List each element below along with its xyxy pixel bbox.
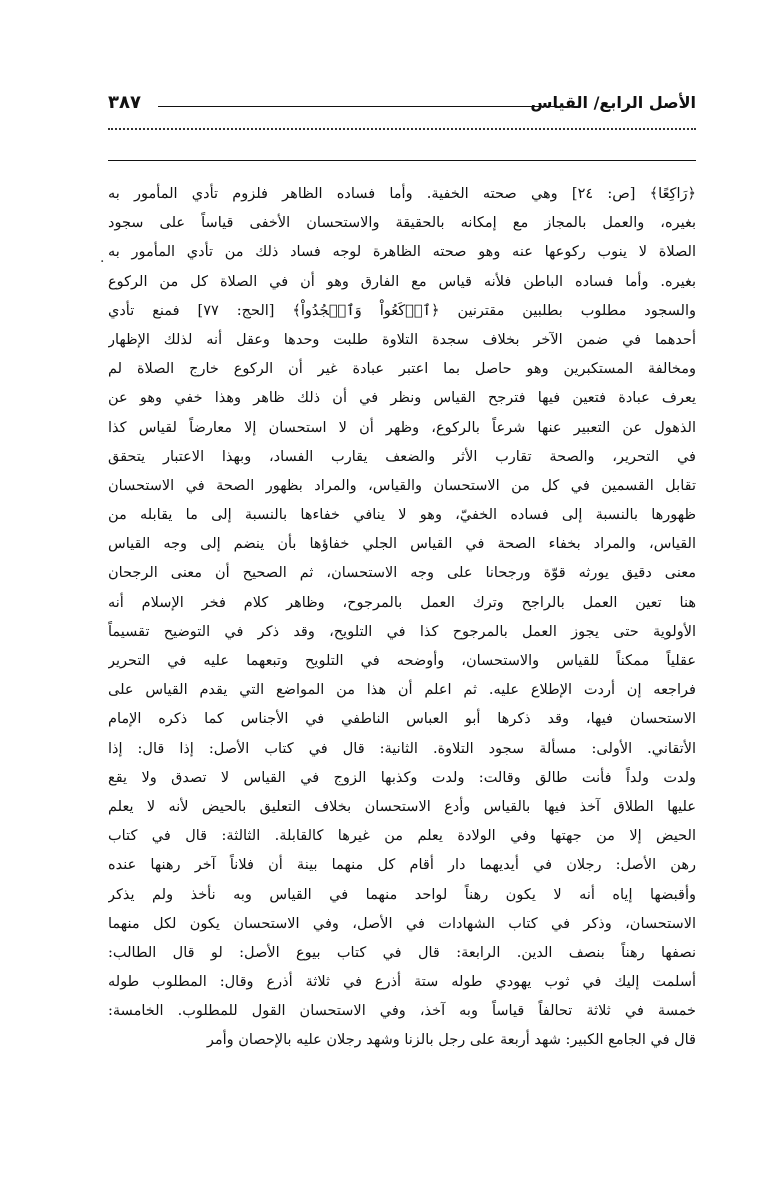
running-title: الأصل الرابع/ القياس — [530, 93, 696, 112]
text-line: قال في الجامع الكبير: شهد أربعة على رجل بالزنا وشهد رجلان عليه بالإحصان وأمر — [206, 1032, 696, 1049]
margin-mark: · — [100, 254, 105, 270]
body-text — [108, 180, 696, 1056]
page-number: ٣٨٧ — [108, 92, 141, 113]
text-line: بغيره، والعمل بالمجاز مع إمكانه بالحقيقة والاستحسان الأخفى قياساً على سجود — [108, 215, 696, 232]
text-line: أحدهما في ضمن الآخر بخلاف سجدة التلاوة طلبت وحدها وعقل أنه لذلك الإظهار — [108, 331, 696, 348]
dotted-separator — [108, 128, 696, 136]
text-line: الأولوية حتى يجوز العمل بالمرجوح كذا في التلويح، وقد ذكر في التوضيح تقسيماً — [108, 623, 696, 640]
text-line: هنا تعين العمل بالراجح وترك العمل بالمرجوح، وظاهر كلام فخر الإسلام أنه — [108, 594, 696, 611]
page-header — [108, 90, 696, 120]
text-line: وأقبضها إياه أنه لا يكون رهناً لواحد منهما في القياس وبه نأخذ ولم يذكر — [108, 886, 696, 903]
text-line: ومخالفة المستكبرين وهو حاصل بما اعتبر عبادة غير أن الركوع خارج الصلاة لم — [108, 361, 696, 378]
text-line: ظهورها بالنسبة إلى فساده الخفيّ، وهو لا ينافي خفاءها بالنسبة إلى ما يقابله من — [108, 507, 696, 524]
text-line: رهن الأصل: رجلان في أيديهما دار أقام كل منهما بينة أن فلاناً آخر رهنها عنده — [108, 857, 696, 874]
text-line: عليها الطلاق آخذ فيها بالقياس وأدع الاستحسان بخلاف التعليق بالحيض لأنه لا يعلم — [108, 798, 696, 815]
text-line: بغيره. وأما فساده الباطن فلأنه قياس مع الفارق وهو أن في الصلاة كل من الركوع — [108, 273, 696, 290]
text-line: عقلياً ممكناً للقياس والاستحسان، وأوضحه في التلويح وتبعهما عليه في التحرير — [108, 653, 696, 669]
text-line: ولدت ولداً فأنت طالق وقالت: ولدت وكذبها الزوج في القياس لا تصدق ولا يقع — [108, 769, 696, 786]
text-line: الاستحسان فيها، وقد ذكرها أبو العباس الناطفي في الأجناس كما ذكره الإمام — [108, 711, 696, 728]
text-line: ﴿رَاكِعًا﴾ [ص: ٢٤] وهي صحته الخفية. وأما فساده الظاهر فلزوم تأدي المأمور به — [108, 186, 696, 202]
text-line: الاستحسان، وذكر في كتاب الشهادات في الأصل، وفي الاستحسان يكون لكل منهما — [108, 915, 696, 932]
text-line: القياس، والمراد بخفاء الصحة في القياس الجلي خفاؤها بأن ينضم إلى وجه القياس — [108, 536, 696, 553]
separator-rule — [108, 160, 696, 161]
text-line: الحيض إلا من جهتها وفي الولادة يعلم من غيرها كالقابلة. الثالثة: قال في كتاب — [108, 828, 696, 845]
text-line: في التحرير، والصحة تقارب الأثر والضعف يقارب الفساد، وبهذا الاعتبار يتحقق — [108, 448, 696, 465]
text-line: فراجعه إن أردت الإطلاع عليه. ثم اعلم أن هذا من المواضع التي يقدم القياس على — [108, 682, 696, 699]
text-line: الأتقاني. الأولى: مسألة سجود التلاوة. الثانية: قال في كتاب الأصل: إذا قال: إذا — [108, 740, 696, 757]
text-line: أسلمت إليك في ثوب يهودي طوله ستة أذرع في ثلاثة أذرع وقال: المطلوب طوله — [108, 974, 696, 991]
text-line: يعرف عبادة فتعين فيها فترجح القياس ونظر في أن ذلك ظاهر وهذا خفي وهو عن — [108, 390, 696, 407]
text-line: تقابل القسمين في كل من الاستحسان والقياس، والمراد بظهور الصحة في الاستحسان — [108, 477, 696, 494]
text-line: الذهول عن التعبير عنها شرعاً بالركوع، وظهر أن لا استحسان إلا معارضاً لقياس كذا — [108, 419, 696, 436]
text-line: نصفها رهناً بنصف الدين. الرابعة: قال في كتاب بيوع الأصل: لو قال الطالب: — [108, 944, 696, 961]
header-rule — [158, 106, 566, 107]
text-line: معنى دقيق يورثه قوّة ورجحانا على وجه الاستحسان، ثم الصحيح أن معنى الرجحان — [108, 565, 696, 582]
text-line: خمسة في ثلاثة تحالفاً قياساً وبه آخذ، وفي الاستحسان القول للمطلوب. الخامسة: — [108, 1003, 696, 1020]
text-line: الصلاة لا ينوب ركوعها عنه وهو صحته الظاهرة لوجه فساد ذلك من تأدي المأمور به — [108, 244, 696, 261]
text-line: والسجود مطلوب بطلبين مقترنين ﴿ٱرۡكَعُواْ وَٱسۡجُدُواْ﴾ [الحج: ٧٧] فمنع تأدي — [108, 302, 696, 319]
